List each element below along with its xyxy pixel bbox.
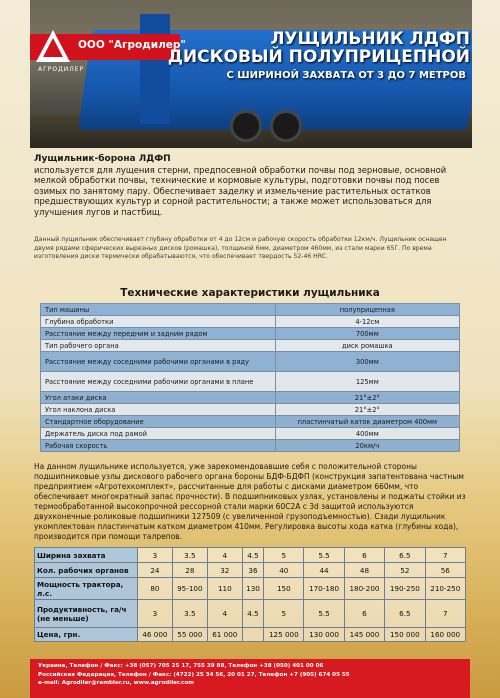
- models-cell: 5: [264, 600, 304, 628]
- spec-label: Держатель диска под рамой: [41, 428, 276, 440]
- models-cell: 46 000: [138, 628, 173, 642]
- agrodiler-logo-icon: [34, 28, 72, 66]
- spec-row: [41, 352, 460, 372]
- spec-value: 21°±2°: [275, 392, 459, 404]
- models-cell: 7: [425, 548, 465, 563]
- models-cell: 61 000: [207, 628, 242, 642]
- models-row: [35, 548, 466, 563]
- page-title: [168, 30, 470, 66]
- spec-label: Стандартное оборудование: [41, 416, 276, 428]
- models-cell: 110: [207, 578, 242, 600]
- models-cell: 3: [138, 548, 173, 563]
- models-row-label: Ширина захвата: [35, 548, 138, 563]
- spec-label: Угол атаки диска: [41, 392, 276, 404]
- spec-value: 21°±2°: [275, 404, 459, 416]
- models-cell: 7: [425, 600, 465, 628]
- spec-label: Расстояние между передним и задним рядом: [41, 328, 276, 340]
- spec-value: пластинчатый каток диаметром 400мм: [275, 416, 459, 428]
- models-cell: 130: [242, 578, 264, 600]
- contact-footer: [30, 659, 470, 698]
- spec-value: 125мм: [275, 372, 459, 392]
- models-cell: 190-250: [385, 578, 425, 600]
- models-cell: 5.5: [304, 600, 344, 628]
- spec-value: 4-12см: [275, 316, 459, 328]
- models-cell: 180-200: [344, 578, 384, 600]
- models-cell: 150: [264, 578, 304, 600]
- models-cell: 95-100: [172, 578, 207, 600]
- models-cell: 24: [138, 563, 173, 578]
- spec-value: 300мм: [275, 352, 459, 372]
- models-cell: 6: [344, 548, 384, 563]
- spec-value: полуприцепная: [275, 304, 459, 316]
- models-cell: 80: [138, 578, 173, 600]
- spec-row: [41, 440, 460, 452]
- models-cell: 5: [264, 548, 304, 563]
- company-tagline: АГРОДИЛЕР: [38, 66, 85, 73]
- models-cell: 130 000: [304, 628, 344, 642]
- spec-label: Рабочая скорость: [41, 440, 276, 452]
- models-cell: 3.5: [172, 600, 207, 628]
- models-cell: 40: [264, 563, 304, 578]
- models-row-label: Цена, грн.: [35, 628, 138, 642]
- models-cell: 28: [172, 563, 207, 578]
- wheel: [230, 110, 262, 142]
- models-cell: [242, 628, 264, 642]
- footer-line-ukraine: Украина, Телефон / Факс: +38 (057) 705 25 17, 755 39 88, Телефон +38 (050) 401 00 06: [38, 663, 324, 669]
- company-name: ООО "Агродилер": [78, 39, 186, 51]
- models-cell: 6.5: [385, 600, 425, 628]
- models-cell: 36: [242, 563, 264, 578]
- models-cell: 125 000: [264, 628, 304, 642]
- spec-value: 700мм: [275, 328, 459, 340]
- models-cell: 170-180: [304, 578, 344, 600]
- models-cell: 48: [344, 563, 384, 578]
- intro-heading: Лущильник-борона ЛДФП: [34, 154, 171, 164]
- models-cell: 55 000: [172, 628, 207, 642]
- wheel: [270, 110, 302, 142]
- models-cell: 6.5: [385, 548, 425, 563]
- intro-paragraph: [34, 153, 466, 218]
- models-row: [35, 578, 466, 600]
- models-cell: 4: [207, 548, 242, 563]
- spec-row: [41, 372, 460, 392]
- models-row: [35, 628, 466, 642]
- spec-label: Расстояние между соседними рабочими органами в ряду: [41, 352, 276, 372]
- spec-row: [41, 340, 460, 352]
- models-cell: 4: [207, 600, 242, 628]
- models-cell: 3.5: [172, 548, 207, 563]
- models-cell: 32: [207, 563, 242, 578]
- intro-details: Данный лущильник обеспечивает глубину обработки от 4 до 12см и рабочую скорость обработки 12км/ч. Лущильник оснащен двумя рядами сферических вырезных дисков (ромашка), толщиной 6мм, диаметром 460мм, из стали марки 65Г. По врема изготовления диски термически обрабатываются, что обеспечивает твердость 52-46 HRC.: [34, 236, 447, 261]
- spec-row: [41, 392, 460, 404]
- models-row-label: Продуктивность, га/ч (не меньше): [35, 600, 138, 628]
- title-line-1: ЛУЩИЛЬНИК ЛДФП: [270, 29, 470, 49]
- models-cell: 210-250: [425, 578, 465, 600]
- spec-row: [41, 316, 460, 328]
- models-cell: 56: [425, 563, 465, 578]
- models-cell: 52: [385, 563, 425, 578]
- spec-label: Расстояние между соседними рабочими органами в плане: [41, 372, 276, 392]
- models-row: [35, 600, 466, 628]
- footer-line-russia: Российская Федерация, Телефон / Факс: (4722) 25 34 56, 20 01 27, Телефон +7 (905) 674 05 55: [38, 671, 350, 678]
- intro-text: используется для лущения стерни, предпосевной обработки почвы под зерновые, основной мелкой обработки почвы, технические и кормовые культуры, подготовки почвы под посев озимых по занятому пару. Обеспечивает заделку и измельчение растительных остатков предшествующих культур и сорной растительности; а также может использоваться для улучшения лугов и пастбищ.: [34, 164, 447, 217]
- page-subtitle: С ШИРИНОЙ ЗАХВАТА ОТ 3 ДО 7 МЕТРОВ: [226, 70, 466, 81]
- spec-row: [41, 428, 460, 440]
- models-cell: 3: [138, 600, 173, 628]
- footer-line-email: e-mail: Agrodiler@rambler.ru, www.agrodiler.com: [38, 680, 194, 687]
- description-paragraph: На данном лущильнике используется, уже зарекомендовавшие себя с положительной стороны подшипниковые узлы дискового рабочего органа бороны БДФ-БДФП (конструкция запатентована частным предприятием «Агротехкомплект», рассчитанные для работы с дисками диаметром 660мм, что обеспечивает многократный запас прочности). В подшипниковых узлах, установлены и поджаты стойки из термообработанной высокопрочной рессорной стали марки 60С2А с 3d защитой используются двухконечные роликовые подшипники 127509 (с увеличенной грузоподъемностью). Сзади лущильник укомплектован пластинчатым катком диаметром 410мм. Регулировка высоты хода катка (глубины хода), производится при помощи талрепов.: [34, 462, 466, 541]
- models-cell: 4.5: [242, 600, 264, 628]
- spec-label: Глубина обработки: [41, 316, 276, 328]
- models-cell: 6: [344, 600, 384, 628]
- spec-value: 400мм: [275, 428, 459, 440]
- models-cell: 4.5: [242, 548, 264, 563]
- spec-table-title: Технические характеристики лущильника: [120, 287, 380, 299]
- models-row: [35, 563, 466, 578]
- spec-label: Угол наклона диска: [41, 404, 276, 416]
- models-cell: 44: [304, 563, 344, 578]
- harrow-frame: [140, 14, 170, 124]
- models-cell: 5.5: [304, 548, 344, 563]
- spec-row: [41, 416, 460, 428]
- spec-row: [41, 304, 460, 316]
- spec-label: Тип машины: [41, 304, 276, 316]
- models-cell: 160 000: [425, 628, 465, 642]
- spec-value: диск ромашка: [275, 340, 459, 352]
- spec-row: [41, 404, 460, 416]
- spec-value: 20км/ч: [275, 440, 459, 452]
- models-cell: 145 000: [344, 628, 384, 642]
- spec-row: [41, 328, 460, 340]
- models-cell: 150 000: [385, 628, 425, 642]
- models-row-label: Кол. рабочих органов: [35, 563, 138, 578]
- spec-table: [40, 303, 460, 452]
- models-table: [34, 547, 466, 642]
- models-row-label: Мощность трактора, л.с.: [35, 578, 138, 600]
- title-line-2: ДИСКОВЫЙ ПОЛУПРИЦЕПНОЙ: [167, 47, 470, 67]
- spec-label: Тип рабочего органа: [41, 340, 276, 352]
